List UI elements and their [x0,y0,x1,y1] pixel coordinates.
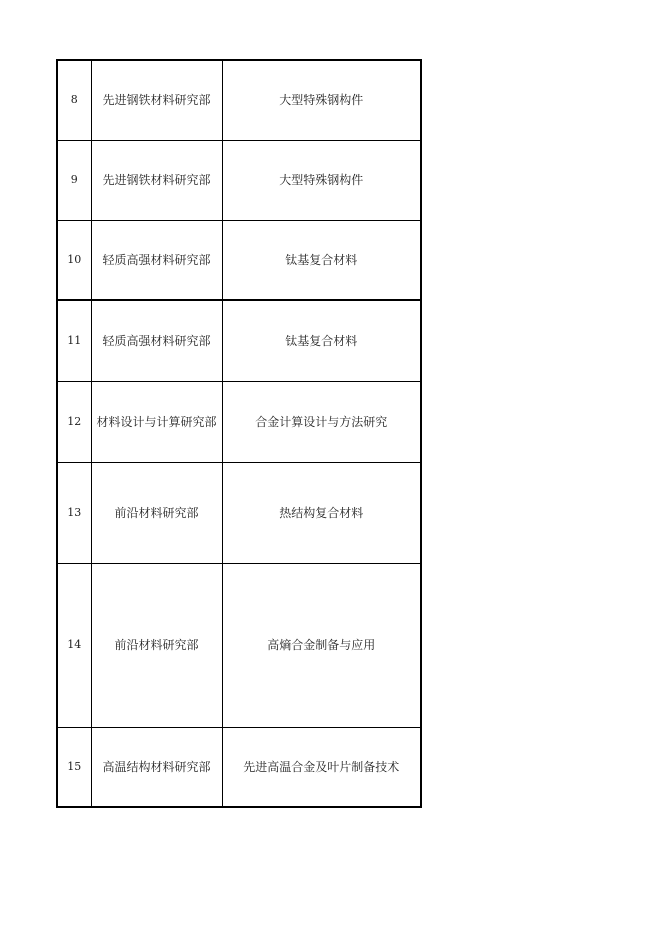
department-cell: 材料设计与计算研究部 [91,381,222,462]
topic-cell: 热结构复合材料 [222,462,421,563]
topic-cell: 钛基复合材料 [222,300,421,381]
department-cell: 高温结构材料研究部 [91,727,222,807]
row-number-cell: 15 [57,727,91,807]
table-row [57,381,421,462]
topic-cell: 大型特殊钢构件 [222,60,421,140]
topic-cell: 合金计算设计与方法研究 [222,381,421,462]
department-cell: 先进钢铁材料研究部 [91,140,222,220]
table-row [57,220,421,300]
department-cell: 前沿材料研究部 [91,462,222,563]
row-number-cell: 14 [57,563,91,727]
row-number-cell: 8 [57,60,91,140]
department-cell: 先进钢铁材料研究部 [91,60,222,140]
data-table [56,59,422,808]
topic-cell: 大型特殊钢构件 [222,140,421,220]
row-number-cell: 10 [57,220,91,300]
topic-cell: 先进高温合金及叶片制备技术 [222,727,421,807]
department-cell: 轻质高强材料研究部 [91,220,222,300]
department-cell: 前沿材料研究部 [91,563,222,727]
topic-cell: 钛基复合材料 [222,220,421,300]
table-row [57,300,421,381]
department-cell: 轻质高强材料研究部 [91,300,222,381]
topic-cell: 高熵合金制备与应用 [222,563,421,727]
table-row [57,563,421,727]
table-row [57,60,421,140]
table-row [57,462,421,563]
table-row [57,140,421,220]
table-row [57,727,421,807]
row-number-cell: 13 [57,462,91,563]
row-number-cell: 9 [57,140,91,220]
row-number-cell: 11 [57,300,91,381]
row-number-cell: 12 [57,381,91,462]
